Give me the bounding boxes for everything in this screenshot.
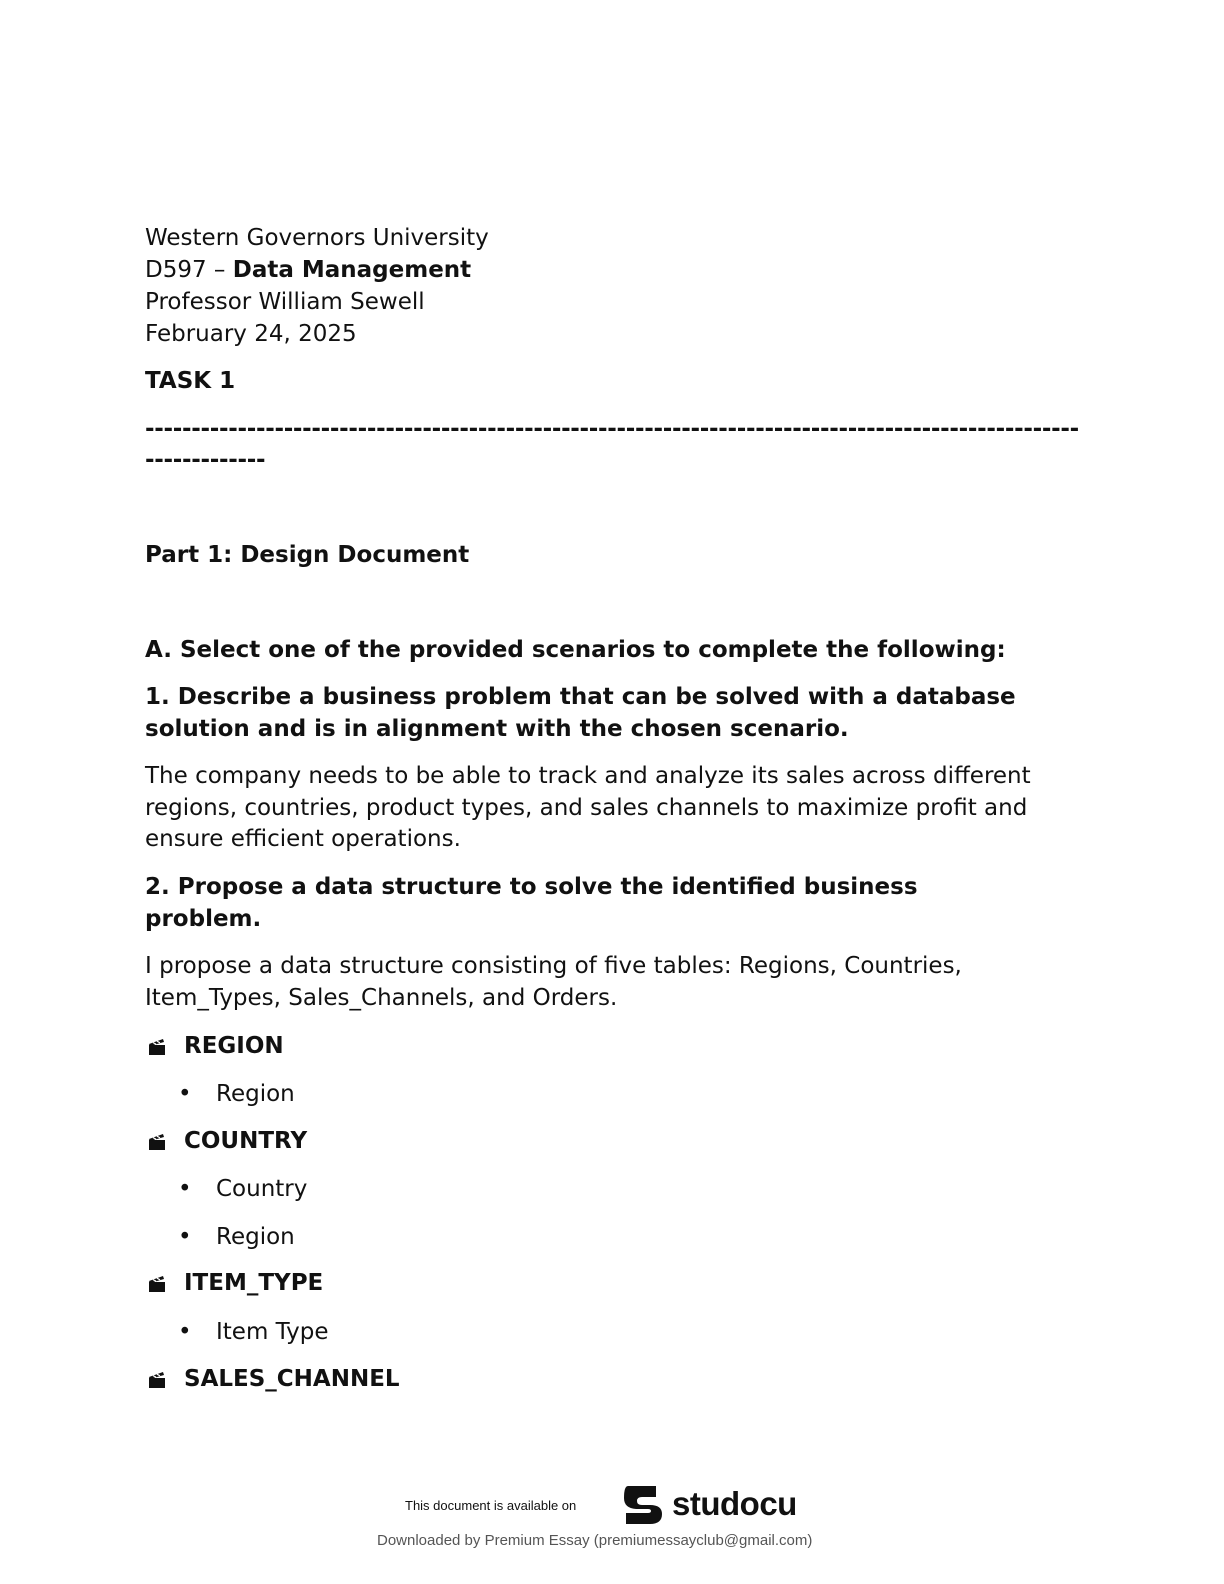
part-title: Part 1: Design Document: [145, 542, 470, 568]
bullet: •: [178, 1224, 192, 1250]
field-country: Country: [216, 1176, 308, 1202]
section-a-heading: A. Select one of the provided scenarios to complete the following:: [145, 637, 1006, 663]
course-code: D597 –: [145, 257, 233, 283]
table-name-sales-channel: SALES_CHANNEL: [184, 1366, 400, 1392]
studocu-logo-icon[interactable]: [620, 1482, 666, 1528]
table-name-country: COUNTRY: [184, 1128, 308, 1154]
field-region: Region: [216, 1081, 295, 1107]
bullet: •: [178, 1319, 192, 1345]
course-name: Data Management: [232, 257, 472, 283]
studocu-brand[interactable]: studocu: [672, 1485, 797, 1522]
question-2-heading: 2. Propose a data structure to solve the identified business problem.: [145, 874, 918, 932]
task-label: TASK 1: [145, 368, 236, 394]
table-icon: [148, 1275, 166, 1293]
field-region: Region: [216, 1224, 295, 1250]
bullet: •: [178, 1176, 192, 1202]
question-1-heading: 1. Describe a business problem that can be solved with a database solution and is in alignment with the chosen scenario.: [145, 684, 1016, 742]
document-date: February 24, 2025: [145, 321, 357, 347]
field-item-type: Item Type: [216, 1319, 329, 1345]
table-icon: [148, 1038, 166, 1056]
university-name: Western Governors University: [145, 225, 489, 251]
question-2-answer: I propose a data structure consisting of five tables: Regions, Countries, Item_Types, Sales_Channels, and Orders.: [145, 953, 962, 1011]
table-icon: [148, 1371, 166, 1389]
bullet: •: [178, 1081, 192, 1107]
footer-downloaded-by: Downloaded by Premium Essay (premiumessayclub@gmail.com): [377, 1532, 813, 1549]
footer-available-text: This document is available on: [405, 1498, 577, 1513]
course-line: [145, 254, 471, 286]
professor-name: Professor William Sewell: [145, 289, 425, 315]
table-name-item-type: ITEM_TYPE: [184, 1270, 324, 1296]
divider-line: ------------------------------------------------------------------------------------------------------------------: [145, 416, 1079, 473]
question-1-answer: The company needs to be able to track and analyze its sales across different regions, countries, product types, and sales channels to maximize profit and ensure efficient operations.: [145, 763, 1031, 852]
table-name-region: REGION: [184, 1033, 284, 1059]
table-icon: [148, 1133, 166, 1151]
